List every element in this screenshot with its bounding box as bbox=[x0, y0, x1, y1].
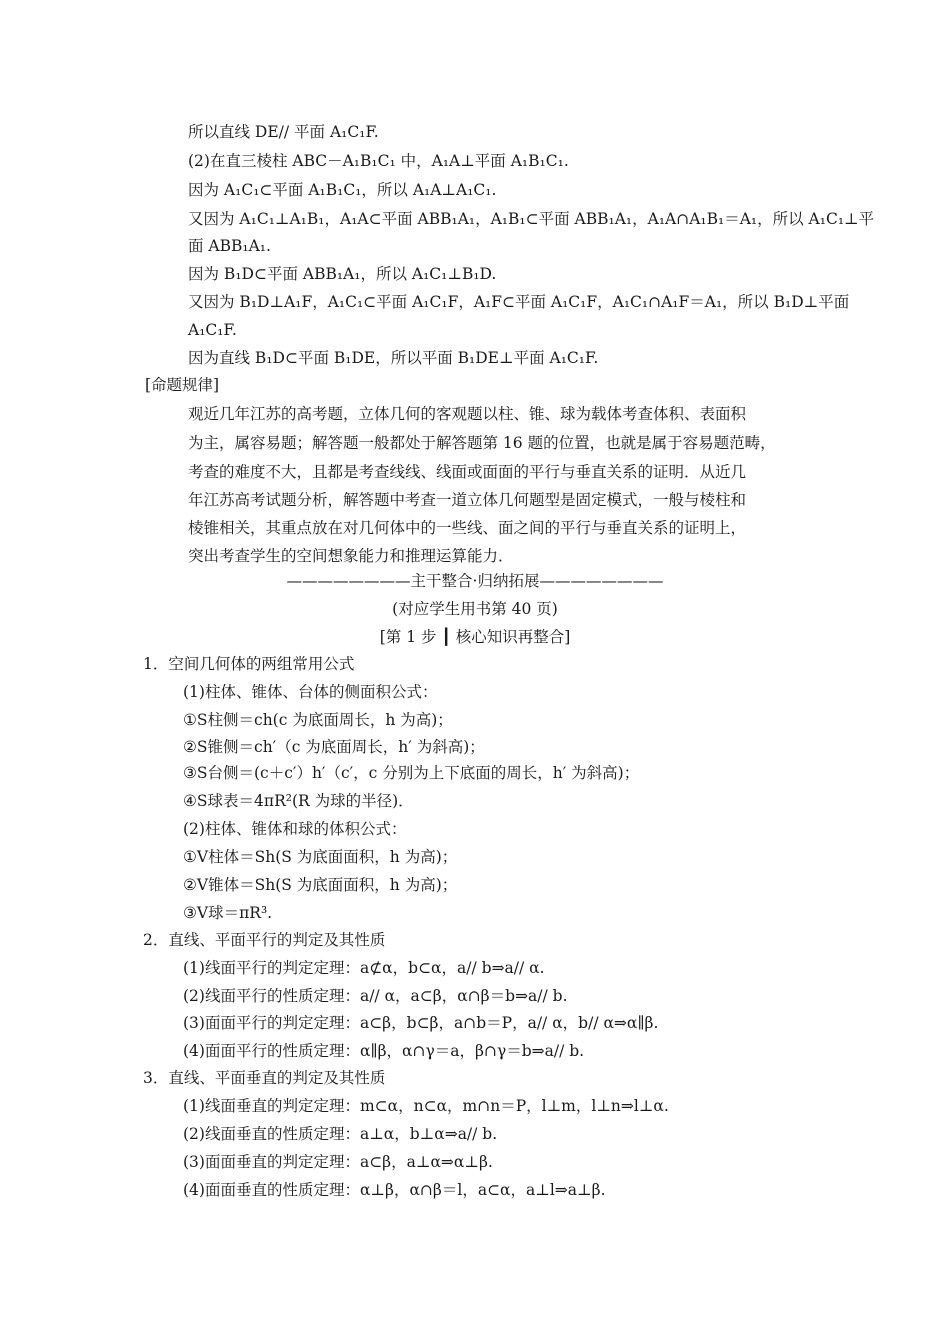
section-divider: ————————主干整合·归纳拓展———————— bbox=[286, 572, 664, 590]
formula-line: ③S台侧＝(c＋c′）h′（c′，c 分别为上下底面的周长，h′ 为斜高)； bbox=[183, 764, 640, 782]
proof-line: 面 ABB₁A₁. bbox=[188, 237, 271, 255]
formula-line: ③V球＝πR³. bbox=[183, 904, 273, 922]
rule-text-line: 观近几年江苏的高考题，立体几何的客观题以柱、锥、球为载体考查体积、表面积 bbox=[188, 405, 747, 423]
proof-line: 因为直线 B₁D⊂平面 B₁DE，所以平面 B₁DE⊥平面 A₁C₁F. bbox=[188, 349, 599, 367]
theorem-line: (2)线面垂直的性质定理：a⊥α，b⊥α⇒a// b. bbox=[183, 1125, 498, 1143]
rule-text-line: 考查的难度不大，且都是考查线线、线面或面面的平行与垂直关系的证明．从近几 bbox=[188, 463, 747, 481]
theorem-line: (4)面面垂直的性质定理：α⊥β，α∩β＝l，a⊂α，a⊥l⇒a⊥β. bbox=[183, 1181, 606, 1199]
rule-text-line: 突出考查学生的空间想象能力和推理运算能力． bbox=[188, 547, 514, 565]
theorem-line: (3)面面垂直的判定定理：a⊂β，a⊥α⇒α⊥β. bbox=[183, 1153, 493, 1171]
proof-line: 因为 A₁C₁⊂平面 A₁B₁C₁，所以 A₁A⊥A₁C₁. bbox=[188, 181, 497, 199]
theorem-line: (3)面面平行的判定定理：a⊂β，b⊂β，a∩b＝P，a// α，b// α⇒α∥β. bbox=[183, 1014, 659, 1032]
formula-line: ②S锥侧＝ch′（c 为底面周长，h′ 为斜高)； bbox=[183, 738, 485, 756]
formula-line: ①V柱体＝Sh(S 为底面面积，h 为高)； bbox=[183, 848, 458, 866]
theorem-line: (2)线面平行的性质定理：a// α，a⊂β，α∩β＝b⇒a// b. bbox=[183, 987, 568, 1005]
proof-line: (2)在直三棱柱 ABC－A₁B₁C₁ 中，A₁A⊥平面 A₁B₁C₁. bbox=[188, 152, 569, 170]
section-title: 2．直线、平面平行的判定及其性质 bbox=[143, 931, 386, 949]
proof-line: 又因为 A₁C₁⊥A₁B₁，A₁A⊂平面 ABB₁A₁，A₁B₁⊂平面 ABB₁A₁，A₁A∩A₁B₁＝A₁，所以 A₁C₁⊥平 bbox=[188, 210, 875, 228]
formula-line: ②V锥体＝Sh(S 为底面面积，h 为高)； bbox=[183, 876, 458, 894]
proof-line: 所以直线 DE// 平面 A₁C₁F. bbox=[188, 123, 379, 141]
formula-line: (1)柱体、锥体、台体的侧面积公式： bbox=[183, 683, 438, 701]
proof-line: 又因为 B₁D⊥A₁F，A₁C₁⊂平面 A₁C₁F，A₁F⊂平面 A₁C₁F，A₁C₁∩A₁F＝A₁，所以 B₁D⊥平面 bbox=[188, 293, 850, 311]
proof-line: 因为 B₁D⊂平面 ABB₁A₁，所以 A₁C₁⊥B₁D. bbox=[188, 265, 497, 283]
theorem-line: (4)面面平行的性质定理：α∥β，α∩γ＝a，β∩γ＝b⇒a// b. bbox=[183, 1042, 585, 1060]
step-heading: [第 1 步 ┃ 核心知识再整合] bbox=[379, 628, 571, 646]
rule-text-line: 棱锥相关，其重点放在对几何体中的一些线、面之间的平行与垂直关系的证明上， bbox=[188, 519, 747, 537]
proof-line: A₁C₁F. bbox=[188, 321, 237, 339]
rule-heading: [命题规律] bbox=[145, 376, 220, 394]
theorem-line: (1)线面垂直的判定定理：m⊂α，n⊂α，m∩n＝P，l⊥m，l⊥n⇒l⊥α. bbox=[183, 1097, 669, 1115]
formula-line: (2)柱体、锥体和球的体积公式： bbox=[183, 820, 407, 838]
formula-line: ④S球表＝4πR²(R 为球的半径)． bbox=[183, 792, 414, 810]
section-title: 3．直线、平面垂直的判定及其性质 bbox=[143, 1069, 386, 1087]
formula-line: ①S柱侧＝ch(c 为底面周长，h 为高)； bbox=[183, 711, 453, 729]
theorem-line: (1)线面平行的判定定理：a⊄α，b⊂α，a// b⇒a// α. bbox=[183, 959, 545, 977]
rule-text-line: 年江苏高考试题分析，解答题中考查一道立体几何题型是固定模式，一般与棱柱和 bbox=[188, 491, 747, 509]
page-reference: (对应学生用书第 40 页) bbox=[392, 600, 558, 618]
section-title: 1．空间几何体的两组常用公式 bbox=[143, 655, 355, 673]
rule-text-line: 为主，属容易题；解答题一般都处于解答题第 16 题的位置，也就是属于容易题范畴， bbox=[188, 434, 776, 452]
